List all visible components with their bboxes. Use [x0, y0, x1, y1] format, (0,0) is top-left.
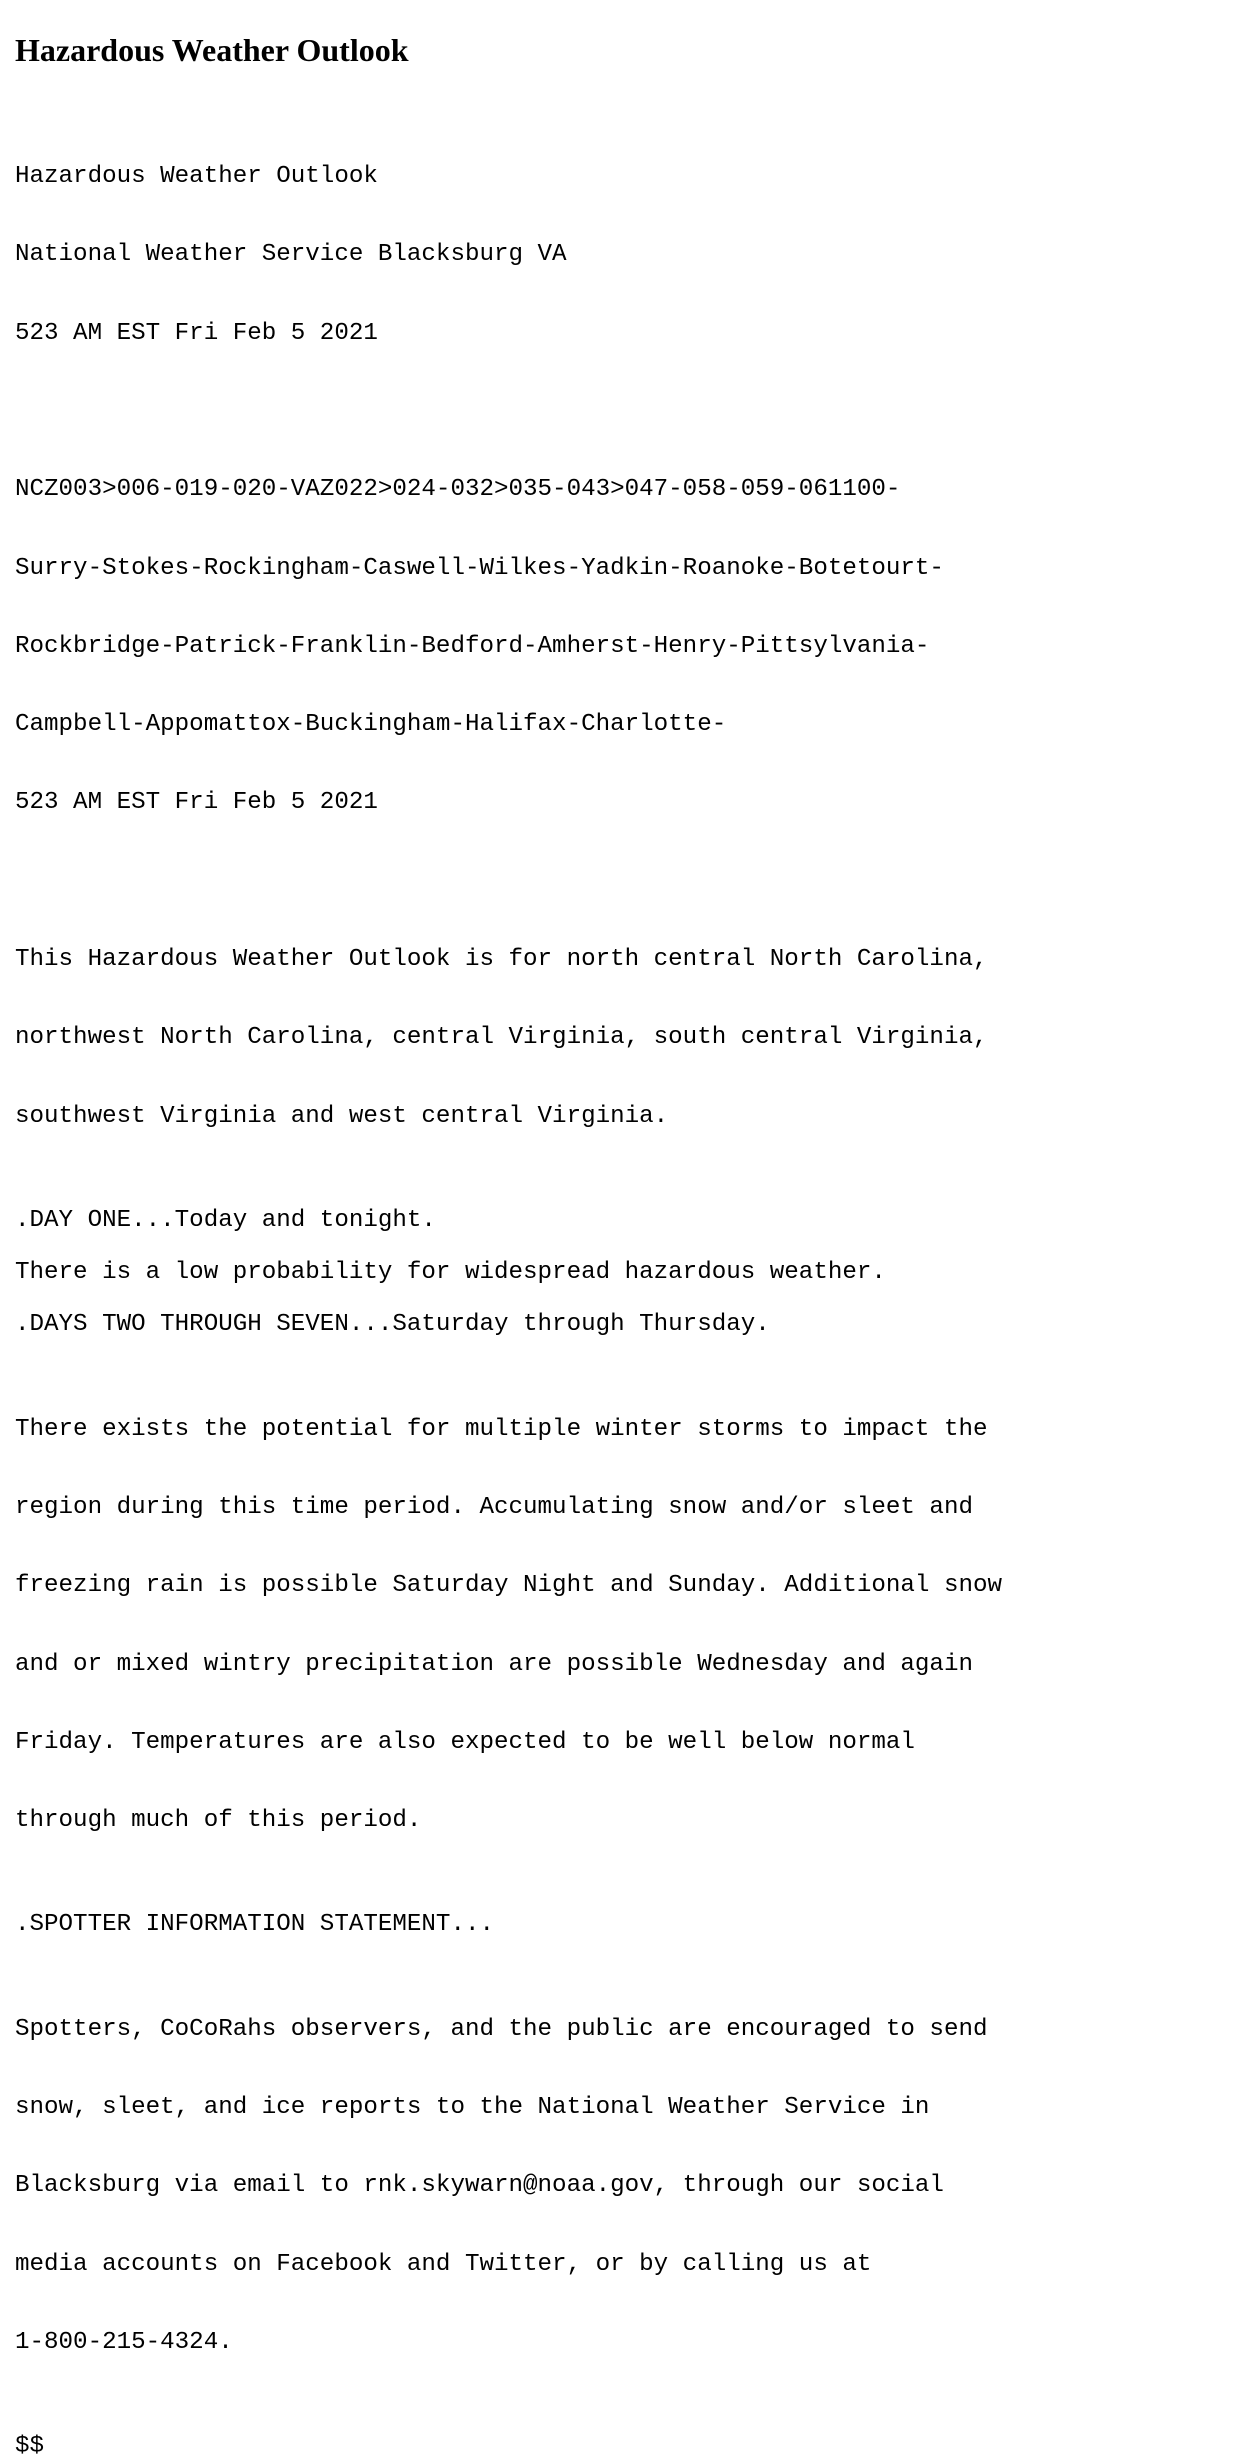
- spacer: [15, 1286, 1227, 1312]
- paragraph-line: region during this time period. Accumulating snow and/or sleet and: [15, 1493, 973, 1521]
- zone-counties-line: Campbell-Appomattox-Buckingham-Halifax-Charlotte-: [15, 711, 727, 739]
- zone-codes: NCZ003>006-019-020-VAZ022>024-032>035-043>047-058-059-061100-: [15, 476, 901, 504]
- days-two-seven-paragraph: [15, 1365, 1227, 1887]
- spacer: [15, 1338, 1227, 1364]
- end-marker: $$: [15, 2433, 45, 2460]
- spacer: [15, 1234, 1227, 1260]
- paragraph-line: Blacksburg via email to rnk.skywarn@noaa.gov, through our social: [15, 2172, 944, 2200]
- spacer: [15, 1182, 1227, 1208]
- paragraph-line: There exists the potential for multiple winter storms to impact the: [15, 1415, 988, 1443]
- paragraph-line: Spotters, CoCoRahs observers, and the public are encouraged to send: [15, 2015, 988, 2043]
- spacer: [15, 2408, 1227, 2434]
- paragraph-line: snow, sleet, and ice reports to the National Weather Service in: [15, 2094, 930, 2122]
- spacer: [15, 869, 1227, 895]
- page-title: Hazardous Weather Outlook: [15, 32, 409, 68]
- zone-counties-line: Surry-Stokes-Rockingham-Caswell-Wilkes-Yadkin-Roanoke-Botetourt-: [15, 554, 944, 582]
- paragraph-line: 1-800-215-4324.: [15, 2328, 233, 2356]
- spacer: [15, 1939, 1227, 1965]
- paragraph-line: freezing rain is possible Saturday Night and Sunday. Additional snow: [15, 1572, 1003, 1600]
- spacer: [15, 399, 1227, 425]
- day-one-heading: .DAY ONE...Today and tonight.: [15, 1206, 436, 1234]
- product-name: Hazardous Weather Outlook: [15, 163, 378, 191]
- paragraph-line: and or mixed wintry precipitation are possible Wednesday and again: [15, 1650, 973, 1678]
- zone-list: [15, 425, 1227, 869]
- issuing-office: National Weather Service Blacksburg VA: [15, 241, 567, 269]
- intro-line: This Hazardous Weather Outlook is for north central North Carolina,: [15, 946, 988, 973]
- day-one-text: There is a low probability for widespread hazardous weather.: [15, 1259, 886, 1287]
- spacer: [15, 1886, 1227, 1912]
- spotter-paragraph: [15, 1965, 1227, 2409]
- product-header: [15, 112, 1227, 399]
- days-two-seven-heading: .DAYS TWO THROUGH SEVEN...Saturday through Thursday.: [15, 1311, 770, 1339]
- intro-paragraph: [15, 895, 1227, 1182]
- intro-line: northwest North Carolina, central Virginia, south central Virginia,: [15, 1024, 988, 1052]
- paragraph-line: media accounts on Facebook and Twitter, or by calling us at: [15, 2250, 872, 2278]
- paragraph-line: through much of this period.: [15, 1807, 422, 1835]
- paragraph-line: Friday. Temperatures are also expected to be well below normal: [15, 1728, 915, 1756]
- zone-issue-time: 523 AM EST Fri Feb 5 2021: [15, 789, 378, 817]
- intro-line: southwest Virginia and west central Virginia.: [15, 1102, 669, 1130]
- zone-counties-line: Rockbridge-Patrick-Franklin-Bedford-Amherst-Henry-Pittsylvania-: [15, 632, 930, 660]
- spotter-heading: .SPOTTER INFORMATION STATEMENT...: [15, 1911, 494, 1939]
- issue-time: 523 AM EST Fri Feb 5 2021: [15, 319, 378, 347]
